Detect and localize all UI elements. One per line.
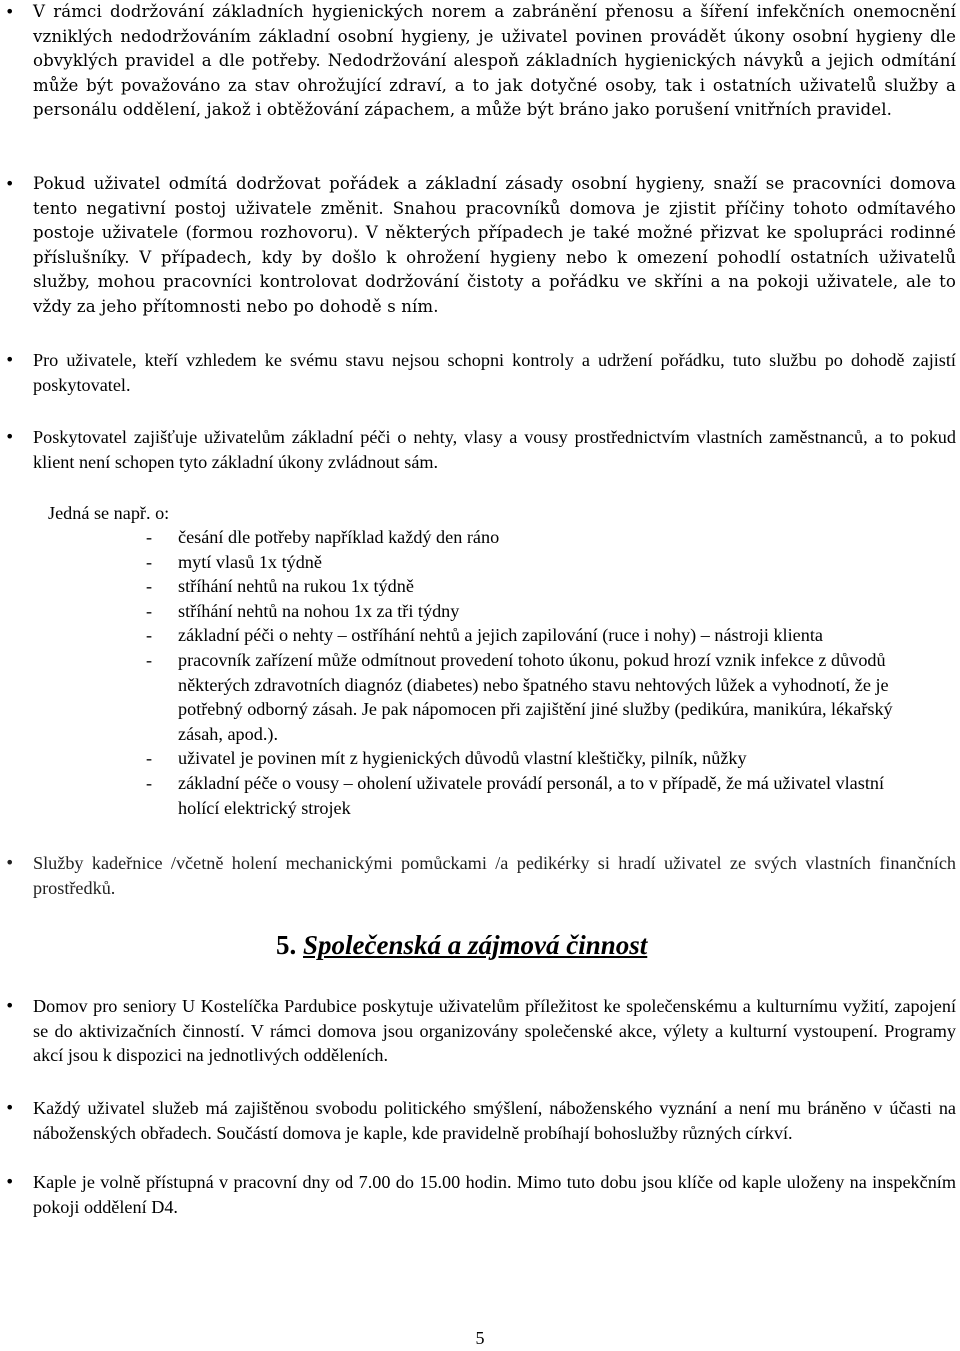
paragraph-provider-cleaning: • Pro uživatele, kteří vzhledem ke svému stavu nejsou schopni kontroly a udržení pořádku, tuto službu po dohodě zajistí poskytovatel. [33,348,956,397]
list-item: - pracovník zařízení může odmítnout provedení tohoto úkonu, pokud hrozí vznik infekce z důvodů některých zdravotních diagnóz (diabetes) nebo špatného stavu nehtových lůžek a vyhodnotí, že je potřebný odborný zásah. Je pak nápomocen při zajištění jiné služby (pedikúra, manikúra, lékařský zásah, apod.). [146,648,918,746]
list-item: - česání dle potřeby například každý den ráno [146,525,938,550]
section-number: 5. [276,930,297,960]
paragraph-hygiene-refusal: • Pokud uživatel odmítá dodržovat pořádek a základní zásady osobní hygieny, snaží se pracovníci domova tento negativní postoj uživatele změnit. Snahou pracovníků domova je zjistit příčiny tohoto odmítavého postoje uživatele (formou rozhovoru). V některých případech je také možné přizvat ke spolupráci rodinné příslušníky. V případech, kdy by došlo k ohrožení hygieny nebo k omezení pohodlí ostatních uživatelů služby, mohou pracovníci kontrolovat dodržování čistoty a pořádku ve skříni a na pokoji uživatele, ale to vždy za jeho přítomnosti nebo po dohodě s ním. [33,172,956,320]
list-item: - základní péče o vousy – oholení uživatele provádí personál, a to v případě, že má uživatel vlastní holící elektrický strojek [146,771,918,820]
paragraph-basic-care: • Poskytovatel zajišťuje uživatelům základní péči o nehty, vlasy a vousy prostřednictvím vlastních zaměstnanců, a to pokud klient není schopen tyto základní úkony zvládnout sám. [33,425,956,474]
list-item: - stříhání nehtů na nohou 1x za tři týdny [146,599,938,624]
paragraph-hygiene-rules: • V rámci dodržování základních hygienických norem a zabránění přenosu a šíření infekčních onemocnění vzniklých nedodržováním základní osobní hygieny, je uživatel povinen provádět úkony osobní hygieny dle obvyklých pravidel a dle potřeby. Nedodržování alespoň základních hygienických návyků a jejich odmítání může být považováno za stav ohrožující zdraví, a to jak dotyčné osoby, tak i ostatních uživatelů služby a personálu oddělení, jakož i obtěžování zápachem, a může být bráno jako porušení vnitřních pravidel. [33,0,956,123]
list-item: - mytí vlasů 1x týdně [146,550,938,575]
care-items-list [146,525,930,820]
paragraph-social-activities: • Domov pro seniory U Kostelíčka Pardubice poskytuje uživatelům příležitost ke společenskému a kulturnímu vyžití, zapojení se do aktivizačních činností. V rámci domova jsou organizovány společenské akce, výlety a kulturní vystoupení. Programy akcí jsou k dispozici na jednotlivých odděleních. [33,994,956,1068]
paragraph-chapel-hours: • Kaple je volně přístupná v pracovní dny od 7.00 do 15.00 hodin. Mimo tuto dobu jsou klíče od kaple uloženy na inspekčním pokoji oddělení D4. [33,1170,956,1219]
list-item: - základní péči o nehty – ostříhání nehtů a jejich zapilování (ruce i nohy) – nástroji klienta [146,623,938,648]
page-number: 5 [475,1328,485,1348]
paragraph-fees: • Služby kadeřnice /včetně holení mechanickými pomůckami /a pedikérky si hradí uživatel ze svých vlastních finančních prostředků. [33,851,956,900]
list-item: - stříhání nehtů na rukou 1x týdně [146,574,938,599]
list-item: - uživatel je povinen mít z hygienických důvodů vlastní kleštičky, pilník, nůžky [146,746,938,771]
section-title: Společenská a zájmová činnost [303,930,648,960]
section-heading [276,929,647,961]
care-list-intro: Jedná se např. o: [48,503,170,523]
paragraph-religious-freedom: • Každý uživatel služeb má zajištěnou svobodu politického smýšlení, náboženského vyznání a není mu bráněno v účasti na náboženských obřadech. Součástí domova je kaple, kde pravidelně probíhají bohoslužby různých církví. [33,1096,956,1145]
